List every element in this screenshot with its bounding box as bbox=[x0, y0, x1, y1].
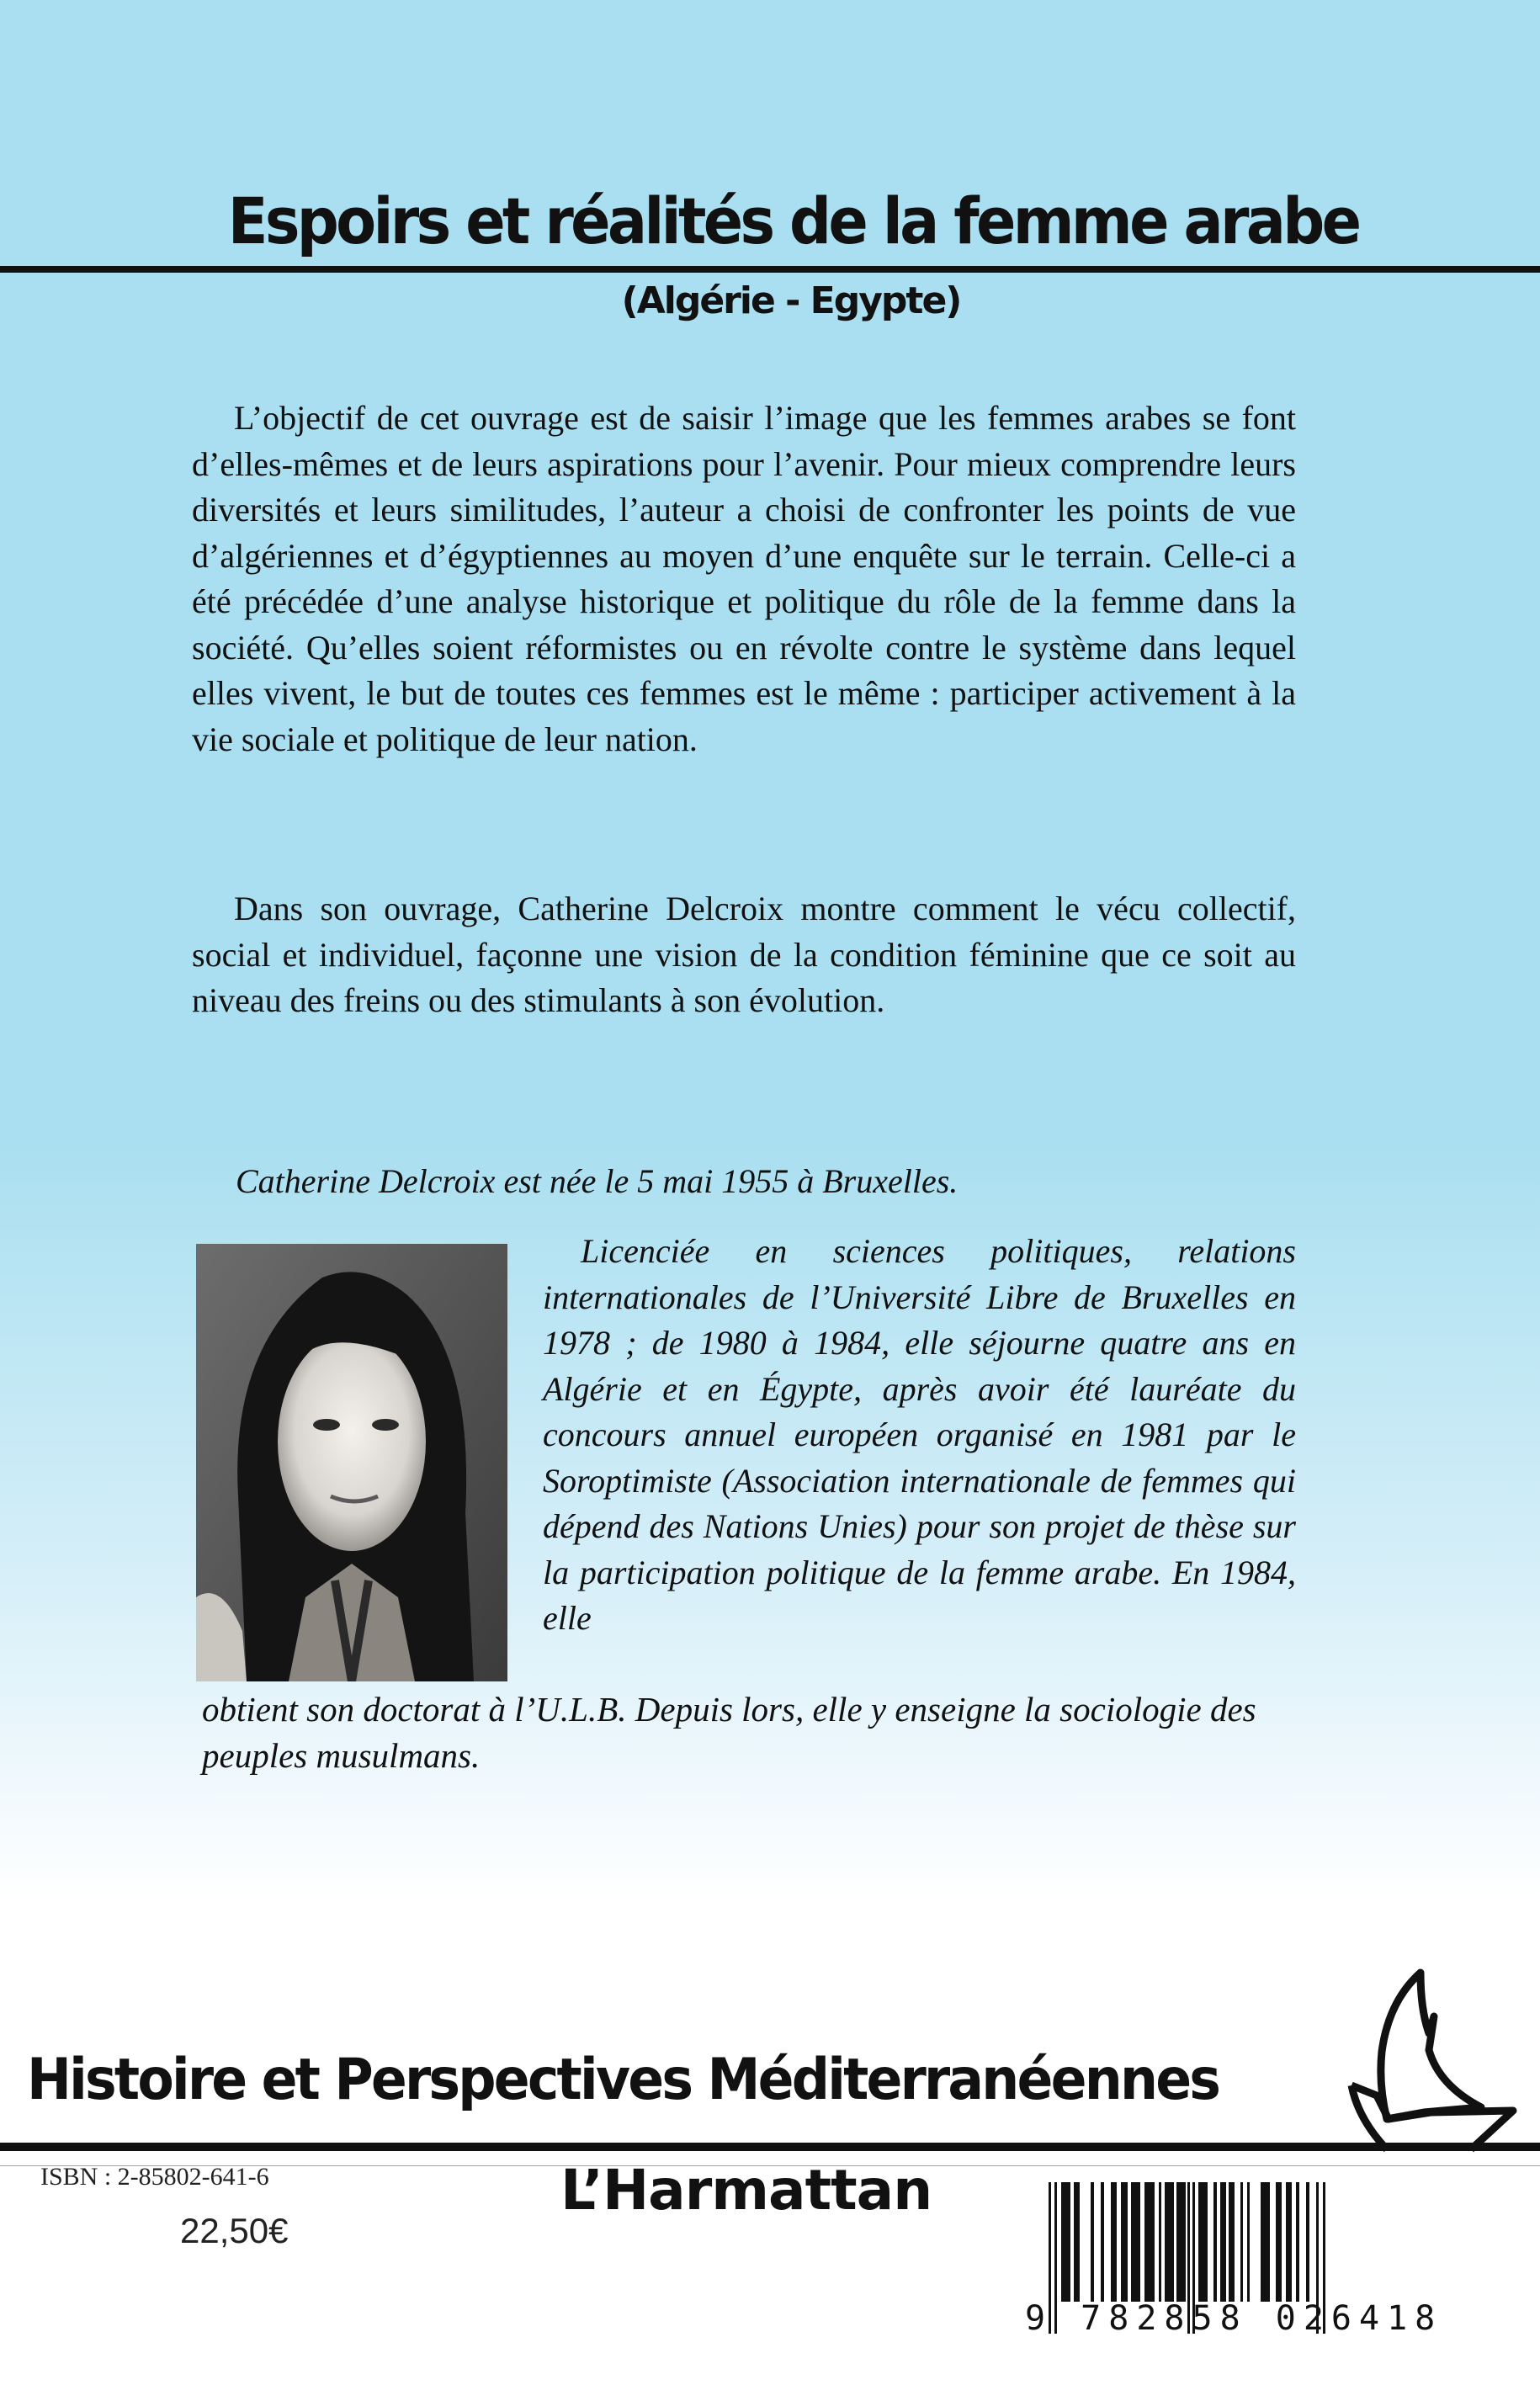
author-bio-text: Licenciée en sciences politiques, relations internationales de l’Université Libre de Bruxelles en 1978 ; de 1980 à 1984, elle séjourne quatre ans en Algérie et en Égypte, après avoir été lauréate du concours annuel européen organisé en 1981 par le Soroptimiste (Association internationale de femmes qui dépend des Nations Unies) pour son projet de thèse sur la participation politique de la femme arabe. En 1984, elle bbox=[543, 1232, 1296, 1637]
author-photo bbox=[196, 1244, 507, 1681]
book-subtitle: (Algérie - Egypte) bbox=[621, 279, 961, 322]
author-bio-beside-photo bbox=[543, 1229, 1296, 1642]
isbn: ISBN : 2-85802-641-6 bbox=[40, 2163, 269, 2191]
sailboat-icon bbox=[1321, 1951, 1540, 2153]
portrait-image bbox=[196, 1244, 507, 1681]
description-paragraph-2: Dans son ouvrage, Catherine Delcroix montre comment le vécu collectif, social et individuel, façonne une vision de la condition féminine que ce soit au niveau des freins ou des stimulants à son évolution. bbox=[192, 890, 1296, 1019]
title-rule bbox=[0, 266, 1540, 273]
series-name: Histoire et Perspectives Méditerranéennes bbox=[27, 2047, 1219, 2113]
author-bio-lead: Catherine Delcroix est née le 5 mai 1955 à Bruxelles. bbox=[236, 1162, 959, 1200]
series-rule bbox=[0, 2143, 1540, 2151]
publisher-logo: L’Harmattan bbox=[560, 2158, 932, 2223]
price: 22,50€ bbox=[180, 2211, 289, 2250]
book-title: Espoirs et réalités de la femme arabe bbox=[227, 183, 1359, 258]
barcode-number: 9 782858 026418 bbox=[1025, 2299, 1443, 2338]
description-paragraph-1: L’objectif de cet ouvrage est de saisir l’image que les femmes arabes se font d’elles-mêmes et de leurs aspirations pour l’avenir. Pour mieux comprendre leurs diversités et leurs similitudes, l’auteur a choisi de confronter les points de vue d’algériennes et d’égyptiennes au moyen d’une enquête sur le terrain. Celle-ci a été précédée d’une analyse historique et politique du rôle de la femme dans la société. Qu’elles soient réformistes ou en révolte contre le système dans lequel elles vivent, le but de toutes ces femmes est le même : participer activement à la vie sociale et politique de leur nation. bbox=[192, 399, 1296, 758]
author-bio-tail: obtient son doctorat à l’U.L.B. Depuis lors, elle y enseigne la sociologie des peuples musulmans. bbox=[202, 1690, 1256, 1775]
